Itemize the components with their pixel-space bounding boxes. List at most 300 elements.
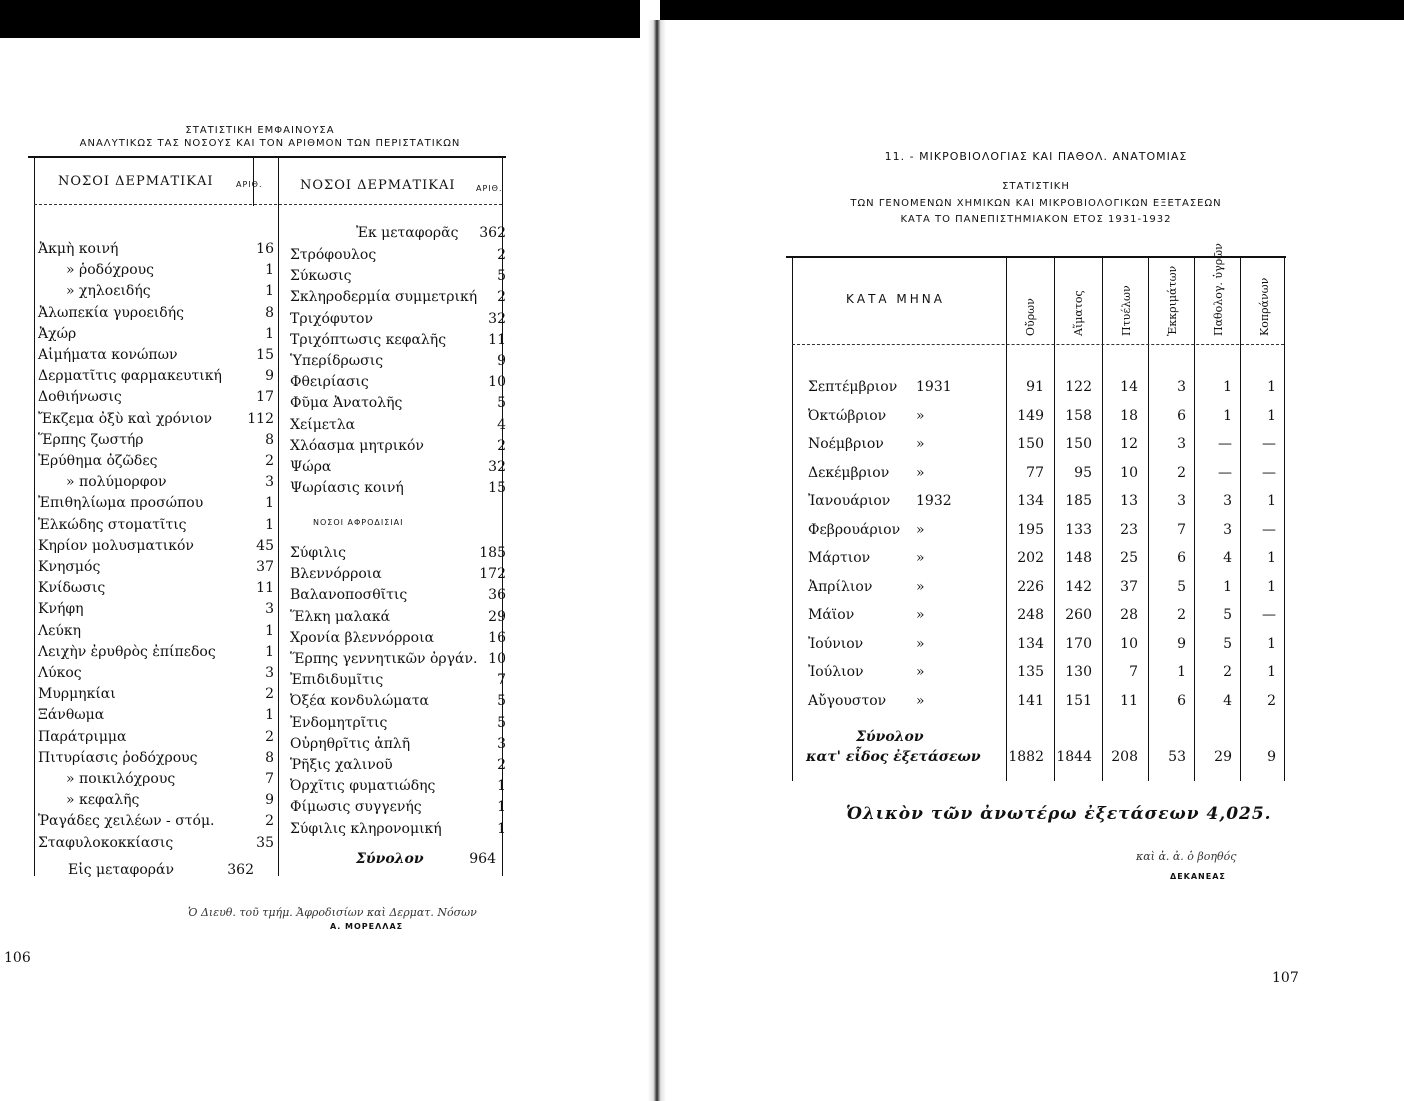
disease-name: Λειχὴν ἐρυθρὸς ἐπίπεδος xyxy=(38,643,216,660)
table-row xyxy=(290,542,512,564)
month-name: Νοέμβριον xyxy=(808,436,884,452)
column-header: Πτυέλων xyxy=(1120,285,1133,336)
case-count: 11 xyxy=(488,331,506,348)
disease-name: Κνησμός xyxy=(38,559,101,575)
table-row xyxy=(38,408,278,430)
exam-count: 1 xyxy=(1267,664,1276,680)
year: » xyxy=(916,578,925,595)
case-count: 5 xyxy=(497,693,506,710)
right-signoff: καὶ ἀ. ἀ. ὁ βοηθός xyxy=(1136,850,1237,863)
case-count: 1 xyxy=(265,495,274,512)
disease-name: Ἀχώρ xyxy=(38,325,77,342)
case-count: 2 xyxy=(497,289,506,306)
table-row xyxy=(38,280,278,302)
exam-count: — xyxy=(1218,436,1232,452)
col-header-diseases-right: ΝΟΣΟΙ ΔΕΡΜΑΤΙΚΑΙ xyxy=(300,178,456,193)
exam-count: 6 xyxy=(1177,550,1186,566)
year: » xyxy=(916,521,925,538)
case-count: 17 xyxy=(256,389,274,406)
disease-name: Ὀρχῖτις φυματιώδης xyxy=(290,778,436,795)
exam-count: 10 xyxy=(1120,464,1138,481)
exam-count: 195 xyxy=(1017,521,1044,538)
month-name: Ἰούνιον xyxy=(808,635,864,652)
left-heading-line2: ΑΝΑΛΥΤΙΚΩΣ ΤΑΣ ΝΟΣΟΥΣ ΚΑΙ ΤΟΝ ΑΡΙΘΜΟΝ ΤΩΝ ΠΕΡΙΣΤΑΤΙΚΩΝ xyxy=(79,138,461,149)
case-count: 1 xyxy=(265,262,274,279)
exam-count: 37 xyxy=(1120,578,1138,595)
case-count: 1 xyxy=(497,820,506,837)
year: » xyxy=(916,550,925,566)
disease-name: Τριχόφυτον xyxy=(290,310,373,327)
disease-name: Κνίδωσις xyxy=(38,580,106,597)
disease-name: Ὑπερίδρωσις xyxy=(290,353,384,369)
exam-count: 25 xyxy=(1120,550,1138,566)
table-row xyxy=(290,648,512,670)
table-row xyxy=(786,633,1286,655)
table-row xyxy=(290,329,512,351)
case-count: 1 xyxy=(265,622,274,639)
table-row xyxy=(38,747,278,769)
case-count: 5 xyxy=(497,714,506,731)
exam-count: 6 xyxy=(1177,692,1186,709)
disease-name: Ἀκμὴ κοινή xyxy=(38,241,119,257)
exam-count: 91 xyxy=(1026,379,1044,395)
exam-count: 1 xyxy=(1223,379,1232,395)
right-table-top-rule xyxy=(786,256,1286,258)
col-header-num-left: ΑΡΙΘ. xyxy=(236,180,263,189)
case-count: 3 xyxy=(265,665,274,681)
year: » xyxy=(916,607,925,623)
totals-row xyxy=(786,746,1286,768)
case-count: 9 xyxy=(265,792,274,809)
disease-name: Δοθιήνωσις xyxy=(38,389,122,406)
exam-count: — xyxy=(1262,436,1276,452)
case-count: 8 xyxy=(265,749,274,766)
case-count: 1 xyxy=(265,643,274,660)
right-carry-row xyxy=(290,222,512,244)
column-header: Οὔρων xyxy=(1024,298,1037,336)
table-row xyxy=(38,683,278,705)
table-row xyxy=(290,712,512,734)
case-count: 185 xyxy=(479,545,506,561)
disease-name: Παράτριμμα xyxy=(38,728,127,745)
disease-name: Στρόφουλος xyxy=(290,247,377,263)
exam-count: — xyxy=(1262,521,1276,538)
left-heading-line1: ΣΤΑΤΙΣΤΙΚΗ ΕΜΦΑΙΝΟΥΣΑ xyxy=(185,125,335,136)
exam-count: 2 xyxy=(1177,607,1186,623)
column-header: Ἐκκριμάτων xyxy=(1166,265,1179,336)
section-title: 11. - ΜΙΚΡΟΒΙΟΛΟΓΙΑΣ ΚΑΙ ΠΑΘΟΛ. ΑΝΑΤΟΜΙΑΣ xyxy=(884,150,1188,163)
microbiology-table xyxy=(786,243,1286,781)
left-carry-value: 362 xyxy=(227,862,254,878)
table-row xyxy=(290,754,512,776)
table-row xyxy=(38,344,278,366)
column-header: Αἵματος xyxy=(1072,290,1085,336)
month-name: Ὀκτώβριον xyxy=(808,407,887,424)
case-count: 1 xyxy=(497,799,506,816)
month-name: Δεκέμβριον xyxy=(808,464,890,481)
table-row xyxy=(786,604,1286,626)
exam-count: 248 xyxy=(1017,607,1044,623)
exam-count: 226 xyxy=(1017,578,1044,595)
table-row xyxy=(38,471,278,493)
table-top-rule xyxy=(28,156,506,158)
table-row xyxy=(786,576,1286,598)
month-name: Ἀπρίλιον xyxy=(808,578,873,595)
year: 1931 xyxy=(916,379,952,395)
case-count: 11 xyxy=(256,580,274,597)
table-row xyxy=(290,563,512,585)
case-count: 112 xyxy=(247,410,274,427)
table-row xyxy=(38,556,278,578)
exam-count: 151 xyxy=(1065,692,1092,709)
table-row xyxy=(290,690,512,712)
case-count: 9 xyxy=(265,368,274,385)
total-count: 1882 xyxy=(1008,749,1044,765)
table-row xyxy=(290,456,512,478)
right-carry-label: Ἐκ μεταφορᾶς xyxy=(356,225,459,241)
disease-name: Λύκος xyxy=(38,665,82,681)
month-name: Μάϊον xyxy=(808,607,855,623)
case-count: 3 xyxy=(265,601,274,618)
exam-count: 1 xyxy=(1267,407,1276,424)
disease-name: Χρονία βλεννόρροια xyxy=(290,629,435,646)
exam-count: 95 xyxy=(1074,464,1092,481)
exam-count: 5 xyxy=(1223,635,1232,652)
left-footnote: Ὁ Διευθ. τοῦ τμήμ. Ἀφροδισίων καὶ Δερματ. Νόσων xyxy=(188,906,477,919)
disease-name: » πολύμορφον xyxy=(66,474,167,491)
table-row xyxy=(290,584,512,606)
table-row xyxy=(38,259,278,281)
disease-name: Ἕρπης ζωστήρ xyxy=(38,431,144,448)
exam-count: 149 xyxy=(1017,407,1044,424)
table-row xyxy=(38,810,278,832)
case-count: 29 xyxy=(488,608,506,625)
exam-count: 150 xyxy=(1065,436,1092,452)
disease-name: Σύκωσις xyxy=(290,268,352,285)
case-count: 5 xyxy=(497,395,506,412)
exam-count: 7 xyxy=(1129,664,1138,680)
total-count: 53 xyxy=(1168,749,1186,765)
year: 1932 xyxy=(916,493,952,509)
disease-name: » κεφαλῆς xyxy=(66,792,140,809)
month-name: Μάρτιον xyxy=(808,550,871,566)
case-count: 2 xyxy=(265,728,274,745)
disease-name: Ἕλκη μαλακά xyxy=(290,608,391,625)
case-count: 1 xyxy=(265,283,274,300)
table-row xyxy=(38,704,278,726)
right-heading-line2: ΤΩΝ ΓΕΝΟΜΕΝΩΝ ΧΗΜΙΚΩΝ ΚΑΙ ΜΙΚΡΟΒΙΟΛΟΓΙΚΩΝ ΕΞΕΤΑΣΕΩΝ xyxy=(850,198,1222,209)
disease-name: Ψωρίασις κοινή xyxy=(290,480,404,497)
left-carry-label: Εἰς μεταφοράν xyxy=(68,862,174,878)
disease-name: Πιτυρίασις ῥοδόχρους xyxy=(38,749,198,766)
case-count: 4 xyxy=(497,416,506,433)
table-row xyxy=(290,371,512,393)
disease-name: Φῦμα Ἀνατολῆς xyxy=(290,395,403,412)
right-signature: ΔΕΚΑΝΕΑΣ xyxy=(1170,872,1226,881)
disease-name: Ἐπιδιδυμῖτις xyxy=(290,672,384,689)
table-row xyxy=(38,598,278,620)
exam-count: 148 xyxy=(1065,550,1092,566)
table-row xyxy=(38,789,278,811)
table-row xyxy=(290,775,512,797)
exam-count: 18 xyxy=(1120,407,1138,424)
table-row xyxy=(786,547,1286,569)
exam-count: 3 xyxy=(1223,493,1232,509)
exam-count: 10 xyxy=(1120,635,1138,652)
exam-count: 23 xyxy=(1120,521,1138,538)
exam-count: 134 xyxy=(1017,493,1044,509)
exam-count: 7 xyxy=(1177,521,1186,538)
exam-count: 1 xyxy=(1267,493,1276,509)
exam-count: 158 xyxy=(1065,407,1092,424)
column-header: Κοπράνων xyxy=(1258,277,1271,336)
summary-total: Ὁλικὸν τῶν ἀνωτέρω ἐξετάσεων 4,025. xyxy=(846,804,1272,824)
case-count: 45 xyxy=(256,537,274,554)
exam-count: 1 xyxy=(1177,664,1186,680)
disease-name: Κηρίον μολυσματικόν xyxy=(38,537,194,554)
left-carry-row xyxy=(68,859,278,881)
left-page-number: 106 xyxy=(4,950,31,966)
table-row xyxy=(290,414,512,436)
disease-name: Χλόασμα μητρικόν xyxy=(290,437,424,454)
disease-name: Ὀξέα κονδυλώματα xyxy=(290,693,430,710)
table-row xyxy=(290,286,512,308)
exam-count: 6 xyxy=(1177,407,1186,424)
exam-count: 130 xyxy=(1065,664,1092,680)
right-page-number: 107 xyxy=(1272,970,1299,986)
case-count: 32 xyxy=(488,310,506,327)
exam-count: 134 xyxy=(1017,635,1044,652)
exam-count: 135 xyxy=(1017,664,1044,680)
disease-name: Αἱμήματα κονώπων xyxy=(38,347,178,363)
case-count: 2 xyxy=(497,437,506,454)
exam-count: 4 xyxy=(1223,550,1232,566)
col-header-diseases-left: ΝΟΣΟΙ ΔΕΡΜΑΤΙΚΑΙ xyxy=(58,174,214,189)
exam-count: 133 xyxy=(1065,521,1092,538)
disease-name: Ἔκζεμα ὀξὺ καὶ χρόνιον xyxy=(38,410,213,427)
table-row xyxy=(290,244,512,266)
exam-count: 260 xyxy=(1065,607,1092,623)
case-count: 32 xyxy=(488,459,506,475)
disease-name: Ἐπιθηλίωμα προσώπου xyxy=(38,495,204,512)
disease-name: Τριχόπτωσις κεφαλῆς xyxy=(290,331,447,348)
exam-count: 141 xyxy=(1017,692,1044,709)
case-count: 172 xyxy=(479,566,506,583)
table-border-left xyxy=(34,158,35,876)
month-name: Σεπτέμβριον xyxy=(808,379,898,395)
month-name: Αὔγουστον xyxy=(808,692,887,709)
case-count: 15 xyxy=(256,347,274,363)
total-count: 1844 xyxy=(1056,749,1092,765)
table-row xyxy=(38,726,278,748)
right-carry-value: 362 xyxy=(479,225,506,241)
column-header: Παθολογ. ὑγρῶν xyxy=(1212,243,1225,336)
table-row xyxy=(786,462,1286,484)
table-row xyxy=(38,238,278,260)
exam-count: 1 xyxy=(1267,578,1276,595)
exam-count: 2 xyxy=(1267,692,1276,709)
exam-count: 3 xyxy=(1177,379,1186,395)
exam-count: 122 xyxy=(1065,379,1092,395)
case-count: 10 xyxy=(488,651,506,667)
disease-name: Ἐνδομητρῖτις xyxy=(290,714,388,731)
exam-count: 150 xyxy=(1017,436,1044,452)
right-page xyxy=(666,0,1404,1101)
exam-count: 1 xyxy=(1267,635,1276,652)
total-count: 29 xyxy=(1214,749,1232,765)
table-row xyxy=(38,450,278,472)
exam-count: 77 xyxy=(1026,464,1044,481)
case-count: 7 xyxy=(497,672,506,689)
case-count: 10 xyxy=(488,374,506,391)
table-row xyxy=(786,376,1286,398)
table-row xyxy=(786,690,1286,712)
exam-count: 1 xyxy=(1267,379,1276,395)
table-row xyxy=(290,818,512,840)
year: » xyxy=(916,464,925,481)
exam-count: 28 xyxy=(1120,607,1138,623)
table-row xyxy=(786,490,1286,512)
disease-name: Λεύκη xyxy=(38,622,82,639)
case-count: 37 xyxy=(256,559,274,575)
venereal-subheading: ΝΟΣΟΙ ΑΦΡΟΔΙΣΙΑΙ xyxy=(313,518,404,527)
right-heading-line1: ΣΤΑΤΙΣΤΙΚΗ xyxy=(1002,181,1070,192)
table-row xyxy=(290,477,512,499)
total-value: 964 xyxy=(469,851,496,867)
year: » xyxy=(916,635,925,652)
case-count: 1 xyxy=(265,325,274,342)
disease-name: Ἐρύθημα ὀζῶδες xyxy=(38,453,158,469)
disease-name: Σύφιλις xyxy=(290,545,346,561)
case-count: 1 xyxy=(497,778,506,795)
disease-name: Βλεννόρροια xyxy=(290,566,382,583)
exam-count: — xyxy=(1262,464,1276,481)
exam-count: 1 xyxy=(1223,407,1232,424)
left-page xyxy=(0,0,648,1101)
disease-name: Ψώρα xyxy=(290,459,332,475)
case-count: 16 xyxy=(256,241,274,257)
total-count: 208 xyxy=(1111,749,1138,765)
case-count: 36 xyxy=(488,587,506,604)
table-row xyxy=(38,492,278,514)
case-count: 1 xyxy=(265,707,274,724)
exam-count: 142 xyxy=(1065,578,1092,595)
exam-count: 185 xyxy=(1065,493,1092,509)
totals-label-line1: Σύνολον xyxy=(856,729,924,745)
case-count: 35 xyxy=(256,834,274,851)
month-name: Ἰανουάριον xyxy=(808,493,891,509)
disease-name: » ποικιλόχρους xyxy=(66,771,176,787)
table-row xyxy=(290,606,512,628)
year: » xyxy=(916,407,925,424)
dermatology-table xyxy=(28,156,506,886)
totals-label-row1 xyxy=(786,726,1286,748)
year: » xyxy=(916,664,925,680)
table-row xyxy=(786,405,1286,427)
case-count: 8 xyxy=(265,431,274,448)
exam-count: 3 xyxy=(1177,493,1186,509)
table-row xyxy=(38,577,278,599)
disease-name: Οὐρηθρῖτις ἁπλῆ xyxy=(290,735,411,752)
table-row xyxy=(290,733,512,755)
table-row xyxy=(38,832,278,854)
exam-count: 2 xyxy=(1177,464,1186,481)
disease-name: Μυρμηκίαι xyxy=(38,686,116,703)
case-count: 2 xyxy=(497,757,506,773)
table-row xyxy=(38,302,278,324)
table-row xyxy=(38,365,278,387)
case-count: 1 xyxy=(265,516,274,533)
disease-name: Σταφυλοκοκκίασις xyxy=(38,834,174,851)
table-row xyxy=(290,796,512,818)
exam-count: 5 xyxy=(1223,607,1232,623)
exam-count: 12 xyxy=(1120,436,1138,452)
exam-count: 14 xyxy=(1120,379,1138,395)
right-header-underline xyxy=(792,344,1284,345)
table-row xyxy=(38,323,278,345)
header-underline xyxy=(34,204,502,205)
exam-count: 1 xyxy=(1267,550,1276,566)
case-count: 8 xyxy=(265,304,274,321)
exam-count: 3 xyxy=(1177,436,1186,452)
exam-count: — xyxy=(1218,464,1232,481)
case-count: 7 xyxy=(265,771,274,787)
case-count: 15 xyxy=(488,480,506,497)
table-row xyxy=(290,669,512,691)
disease-name: Χείμετλα xyxy=(290,416,356,433)
disease-name: Ἀλωπεκία γυροειδής xyxy=(38,304,184,321)
total-count: 9 xyxy=(1267,749,1276,765)
month-header: ΚΑΤΑ ΜΗΝΑ xyxy=(846,292,945,306)
disease-name: Ξάνθωμα xyxy=(38,707,105,724)
table-row xyxy=(38,429,278,451)
disease-name: Ῥαγάδες χειλέων - στόμ. xyxy=(38,813,215,830)
year: » xyxy=(916,692,925,709)
table-row xyxy=(290,392,512,414)
table-row xyxy=(290,435,512,457)
disease-name: Δερματῖτις φαρμακευτική xyxy=(38,368,222,385)
case-count: 5 xyxy=(497,268,506,285)
table-row xyxy=(38,620,278,642)
table-row xyxy=(290,265,512,287)
disease-name: » χηλοειδής xyxy=(66,283,151,300)
table-row xyxy=(38,768,278,790)
col-divider-middle xyxy=(278,158,279,876)
exam-count: 4 xyxy=(1223,692,1232,709)
month-name: Φεβρουάριον xyxy=(808,521,901,538)
case-count: 2 xyxy=(265,813,274,830)
exam-count: 11 xyxy=(1120,692,1138,709)
table-row xyxy=(786,433,1286,455)
month-name: Ἰούλιον xyxy=(808,664,864,680)
exam-count: 3 xyxy=(1223,521,1232,538)
table-row xyxy=(290,627,512,649)
case-count: 2 xyxy=(265,686,274,703)
exam-count: 13 xyxy=(1120,493,1138,509)
col-header-num-right: ΑΡΙΘ. xyxy=(476,184,503,193)
exam-count: — xyxy=(1262,607,1276,623)
table-row xyxy=(38,641,278,663)
disease-name: Ἑλκώδης στοματῖτις xyxy=(38,516,187,533)
total-label: Σύνολον xyxy=(356,851,424,867)
totals-label-line2: κατ' εἶδος ἐξετάσεων xyxy=(806,749,981,765)
case-count: 16 xyxy=(488,629,506,646)
exam-count: 1 xyxy=(1223,578,1232,595)
case-count: 2 xyxy=(497,247,506,263)
exam-count: 202 xyxy=(1017,550,1044,566)
table-row xyxy=(38,514,278,536)
table-row xyxy=(290,308,512,330)
